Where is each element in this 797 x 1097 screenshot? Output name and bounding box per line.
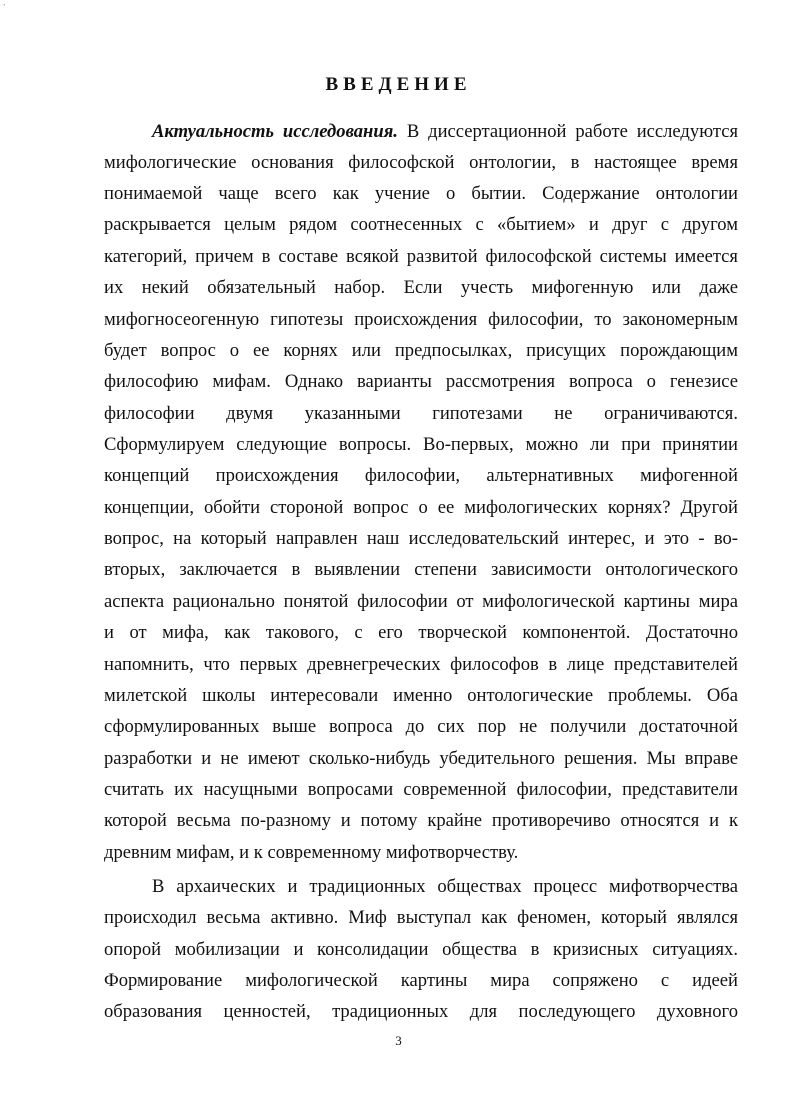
paragraph-1-line: раскрывается целым рядом соотнесенных с «бытием» и друг с другом <box>104 214 738 235</box>
paragraph-1-line: их некий обязательный набор. Если учесть мифогенную или даже <box>104 277 738 298</box>
paragraph-2-line: опорой мобилизации и консолидации общества в кризисных ситуациях. <box>104 939 738 960</box>
paragraph-1-line: вопрос, на который направлен наш исследовательский интерес, и это - во- <box>104 528 738 549</box>
paragraph-2-line: Формирование мифологической картины мира сопряжено с идеей <box>104 970 738 991</box>
paragraph-1-line: будет вопрос о ее корнях или предпосылках, присущих порождающим <box>104 340 738 361</box>
section-lead: Актуальность исследования. <box>152 121 398 142</box>
paragraph-1-line: которой весьма по-разному и потому крайне противоречиво относятся и к <box>104 810 738 831</box>
paragraph-1-line: философии двумя указанными гипотезами не ограничиваются. <box>104 403 738 424</box>
paragraph-1-line: философию мифам. Однако варианты рассмотрения вопроса о генезисе <box>104 371 738 392</box>
paragraph-1-line: вторых, заключается в выявлении степени зависимости онтологического <box>104 559 738 580</box>
paragraph-1-line: концепции, обойти стороной вопрос о ее мифологических корнях? Другой <box>104 497 738 518</box>
paragraph-2-line: В архаических и традиционных обществах процесс мифотворчества <box>152 876 738 897</box>
paragraph-1-line: категорий, причем в составе всякой развитой философской системы имеется <box>104 246 738 267</box>
paragraph-1-line: милетской школы интересовали именно онтологические проблемы. Оба <box>104 685 738 706</box>
paragraph-1-line: концепций происхождения философии, альтернативных мифогенной <box>104 465 738 486</box>
paragraph-1-line <box>152 118 738 146</box>
paragraph-1-line: считать их насущными вопросами современной философии, представители <box>104 779 738 800</box>
paragraph-1-line: напомнить, что первых древнегреческих философов в лице представителей <box>104 654 738 675</box>
paragraph-1-line: разработки и не имеют сколько-нибудь убедительного решения. Мы вправе <box>104 748 738 769</box>
paragraph-2-line: образования ценностей, традиционных для последующего духовного <box>104 1001 738 1022</box>
paragraph-1-first-line-text: В диссертационной работе исследуются <box>406 121 738 142</box>
paragraph-1-line: и от мифа, как такового, с его творческой компонентой. Достаточно <box>104 622 738 643</box>
scan-mark: ˋ <box>3 3 6 12</box>
paragraph-1-line: мифологические основания философской онтологии, в настоящее время <box>104 152 738 173</box>
page-number: 3 <box>395 1033 402 1048</box>
page-title: ВВЕДЕНИЕ <box>325 74 472 95</box>
paragraph-1-line: сформулированных выше вопроса до сих пор не получили достаточной <box>104 716 738 737</box>
paragraph-1-line: мифогносеогенную гипотезы происхождения философии, то закономерным <box>104 309 738 330</box>
paragraph-1-line: аспекта рационально понятой философии от мифологической картины мира <box>104 591 738 612</box>
paragraph-1-line: понимаемой чаще всего как учение о бытии. Содержание онтологии <box>104 183 738 204</box>
paragraph-2-line: происходил весьма активно. Миф выступал как феномен, который являлся <box>104 907 738 928</box>
paragraph-1-line: Сформулируем следующие вопросы. Во-первых, можно ли при принятии <box>104 434 738 455</box>
paragraph-1-line: древним мифам, и к современному мифотворчеству. <box>104 842 519 863</box>
